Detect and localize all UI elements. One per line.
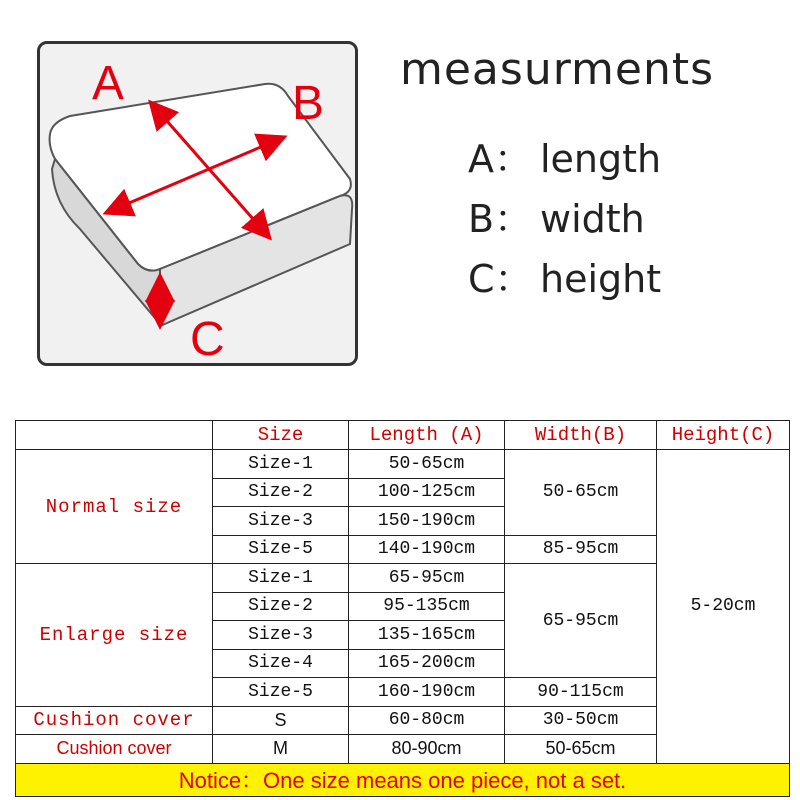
notice-banner: Notice：One size means one piece, not a set.	[16, 763, 790, 796]
legend-row-a	[468, 128, 661, 183]
size-cell: M	[213, 735, 349, 764]
header-cell: Height(C)	[657, 421, 790, 450]
label-c: C	[190, 313, 225, 366]
legend-value: length	[540, 137, 662, 181]
group-label-enlarge: Enlarge size	[16, 564, 213, 707]
cushion-diagram	[37, 41, 358, 366]
label-a: A	[92, 57, 125, 110]
size-cell: Size-3	[213, 621, 349, 650]
legend-row-b	[468, 188, 645, 243]
size-cell: Size-5	[213, 535, 349, 564]
length-cell: 80-90cm	[349, 735, 505, 764]
group-label-cushion: Cushion cover	[16, 706, 213, 735]
table-row	[16, 450, 790, 479]
width-cell: 50-65cm	[505, 450, 657, 536]
length-cell: 65-95cm	[349, 564, 505, 593]
notice-row	[16, 763, 790, 796]
legend-value: height	[540, 257, 662, 301]
header-cell	[16, 421, 213, 450]
width-cell: 85-95cm	[505, 535, 657, 564]
legend-key: B：	[468, 197, 533, 241]
length-cell: 50-65cm	[349, 450, 505, 479]
length-cell: 135-165cm	[349, 621, 505, 650]
length-cell: 100-125cm	[349, 478, 505, 507]
width-cell: 65-95cm	[505, 564, 657, 678]
size-cell: Size-4	[213, 649, 349, 678]
size-cell: Size-5	[213, 678, 349, 707]
size-cell: Size-1	[213, 564, 349, 593]
length-cell: 60-80cm	[349, 706, 505, 735]
group-label-cushion: Cushion cover	[16, 735, 213, 764]
length-cell: 160-190cm	[349, 678, 505, 707]
legend-value: width	[540, 197, 645, 241]
legend-key: C：	[468, 257, 533, 301]
header-cell: Size	[213, 421, 349, 450]
size-cell: Size-3	[213, 507, 349, 536]
table-header-row	[16, 421, 790, 450]
measurements-title: measurments	[400, 44, 715, 95]
header-cell: Length (A)	[349, 421, 505, 450]
length-cell: 95-135cm	[349, 592, 505, 621]
header-cell: Width(B)	[505, 421, 657, 450]
size-cell: Size-1	[213, 450, 349, 479]
width-cell: 50-65cm	[505, 735, 657, 764]
label-b: B	[292, 77, 325, 130]
length-cell: 140-190cm	[349, 535, 505, 564]
length-cell: 165-200cm	[349, 649, 505, 678]
legend-key: A：	[468, 137, 532, 181]
width-cell: 90-115cm	[505, 678, 657, 707]
size-table	[15, 420, 790, 797]
height-cell: 5-20cm	[657, 450, 790, 764]
width-cell: 30-50cm	[505, 706, 657, 735]
group-label-normal: Normal size	[16, 450, 213, 564]
size-cell: S	[213, 706, 349, 735]
size-cell: Size-2	[213, 592, 349, 621]
length-cell: 150-190cm	[349, 507, 505, 536]
size-cell: Size-2	[213, 478, 349, 507]
legend-row-c	[468, 248, 661, 303]
